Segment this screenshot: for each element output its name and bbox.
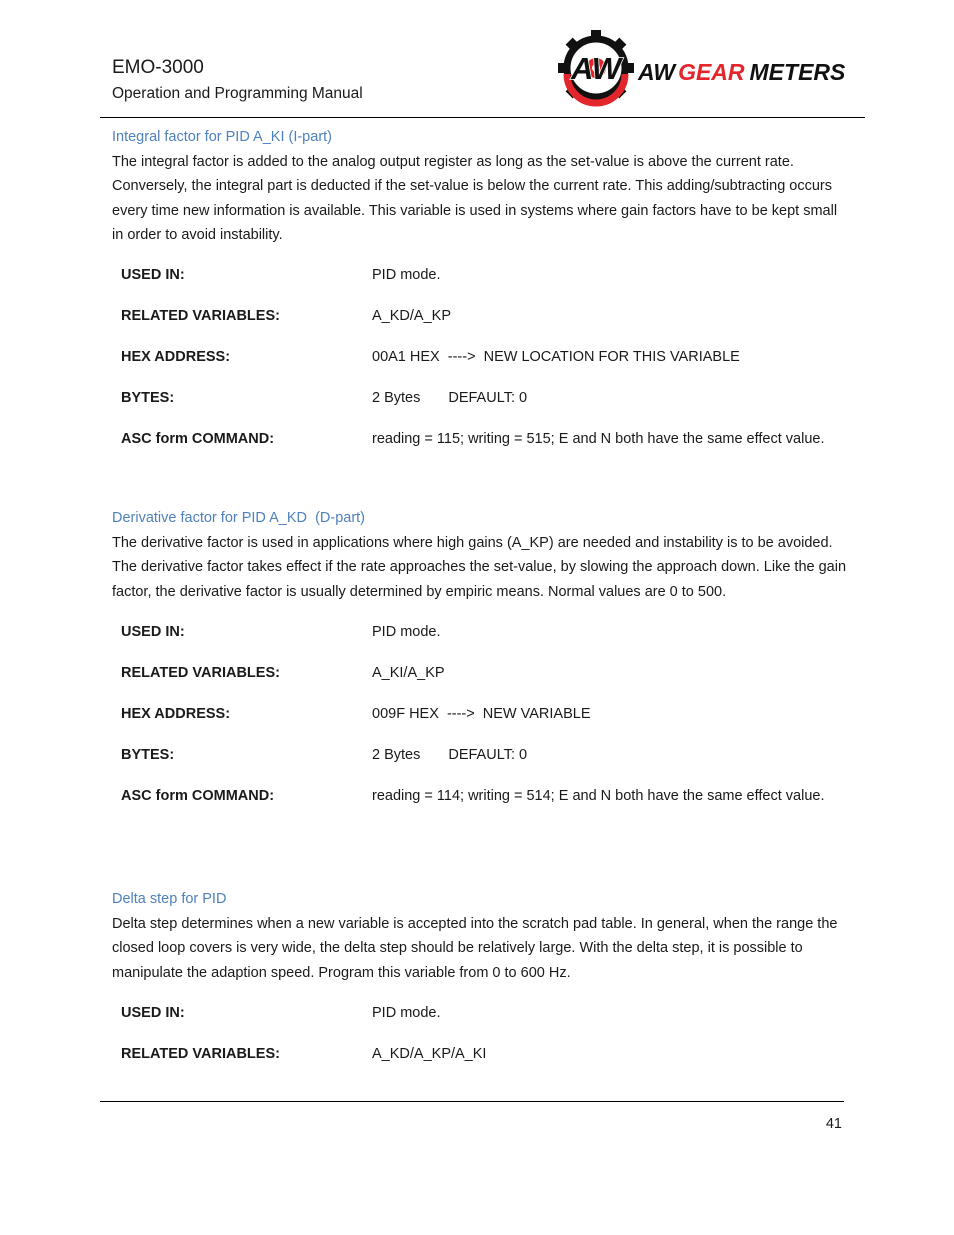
bytes-value: 2 Bytes bbox=[372, 746, 421, 763]
property-used-in: USED IN: PID mode. bbox=[121, 267, 441, 284]
default-value: DEFAULT: 0 bbox=[448, 746, 528, 763]
logo-wordmark: AW GEAR METERS bbox=[638, 59, 846, 85]
property-bytes: BYTES: 2 Bytes DEFAULT: 0 bbox=[121, 390, 528, 407]
property-hex-address: HEX ADDRESS: 00A1 HEX ----> NEW LOCATION FOR THIS VARIABLE bbox=[121, 349, 740, 366]
section-paragraph: Delta step determines when a new variable is accepted into the scratch pad table. In general, when the range the closed loop covers is very wide, the delta step should be relatively large. With the delta step, it is possible to manipulate the adaption speed. Program this variable from 0 to 600 Hz. bbox=[112, 916, 838, 981]
property-asc-command: ASC form COMMAND: reading = 114; writing = 514; E and N both have the same effect value. bbox=[121, 787, 825, 804]
aw-gear-meters-logo bbox=[556, 28, 846, 108]
section-derivative-factor bbox=[112, 507, 847, 825]
property-asc-command: ASC form COMMAND: reading = 115; writing = 515; E and N both have the same effect value. bbox=[121, 431, 825, 448]
section-integral-factor bbox=[112, 126, 847, 468]
document-subtitle: Operation and Programming Manual bbox=[112, 85, 363, 102]
property-bytes: BYTES: 2 Bytes DEFAULT: 0 bbox=[121, 746, 528, 763]
bytes-value: 2 Bytes bbox=[372, 390, 421, 407]
property-used-in: USED IN: PID mode. bbox=[121, 623, 441, 640]
default-value: DEFAULT: 0 bbox=[448, 390, 528, 407]
property-list bbox=[112, 1001, 847, 1066]
logo-monogram: AW bbox=[571, 51, 621, 86]
property-list bbox=[112, 620, 847, 808]
page-number: 41 bbox=[825, 1116, 842, 1132]
property-related-variables: RELATED VARIABLES: A_KI/A_KP bbox=[121, 664, 445, 681]
footer-rule bbox=[100, 1101, 844, 1102]
header-rule bbox=[100, 117, 865, 118]
section-heading: Delta step for PID bbox=[112, 891, 227, 907]
property-used-in: USED IN: PID mode. bbox=[121, 1004, 441, 1021]
section-delta-step bbox=[112, 888, 847, 1083]
section-heading: Integral factor for PID A_KI (I-part) bbox=[112, 129, 332, 145]
document-title: EMO-3000 bbox=[112, 57, 204, 78]
property-related-variables: RELATED VARIABLES: A_KD/A_KP/A_KI bbox=[121, 1045, 487, 1062]
section-paragraph: The derivative factor is used in applications where high gains (A_KP) are needed and instability is to be avoided. The derivative factor takes effect if the rate approaches the set-value, by slowing the approach down. Like the gain factor, the derivative factor is usually determined by empiric means. Normal values are 0 to 500. bbox=[112, 535, 847, 600]
section-paragraph: The integral factor is added to the analog output register as long as the set-value is above the current rate. Conversely, the integral part is deducted if the set-value is below the current rate. This adding/subtracting occurs every time new information is available. This variable is used in systems where gain factors have to be kept small in order to avoid instability. bbox=[112, 154, 838, 243]
section-heading: Derivative factor for PID A_KD (D-part) bbox=[112, 510, 366, 526]
property-related-variables: RELATED VARIABLES: A_KD/A_KP bbox=[121, 308, 451, 325]
property-list bbox=[112, 263, 847, 451]
property-hex-address: HEX ADDRESS: 009F HEX ----> NEW VARIABLE bbox=[121, 705, 591, 722]
